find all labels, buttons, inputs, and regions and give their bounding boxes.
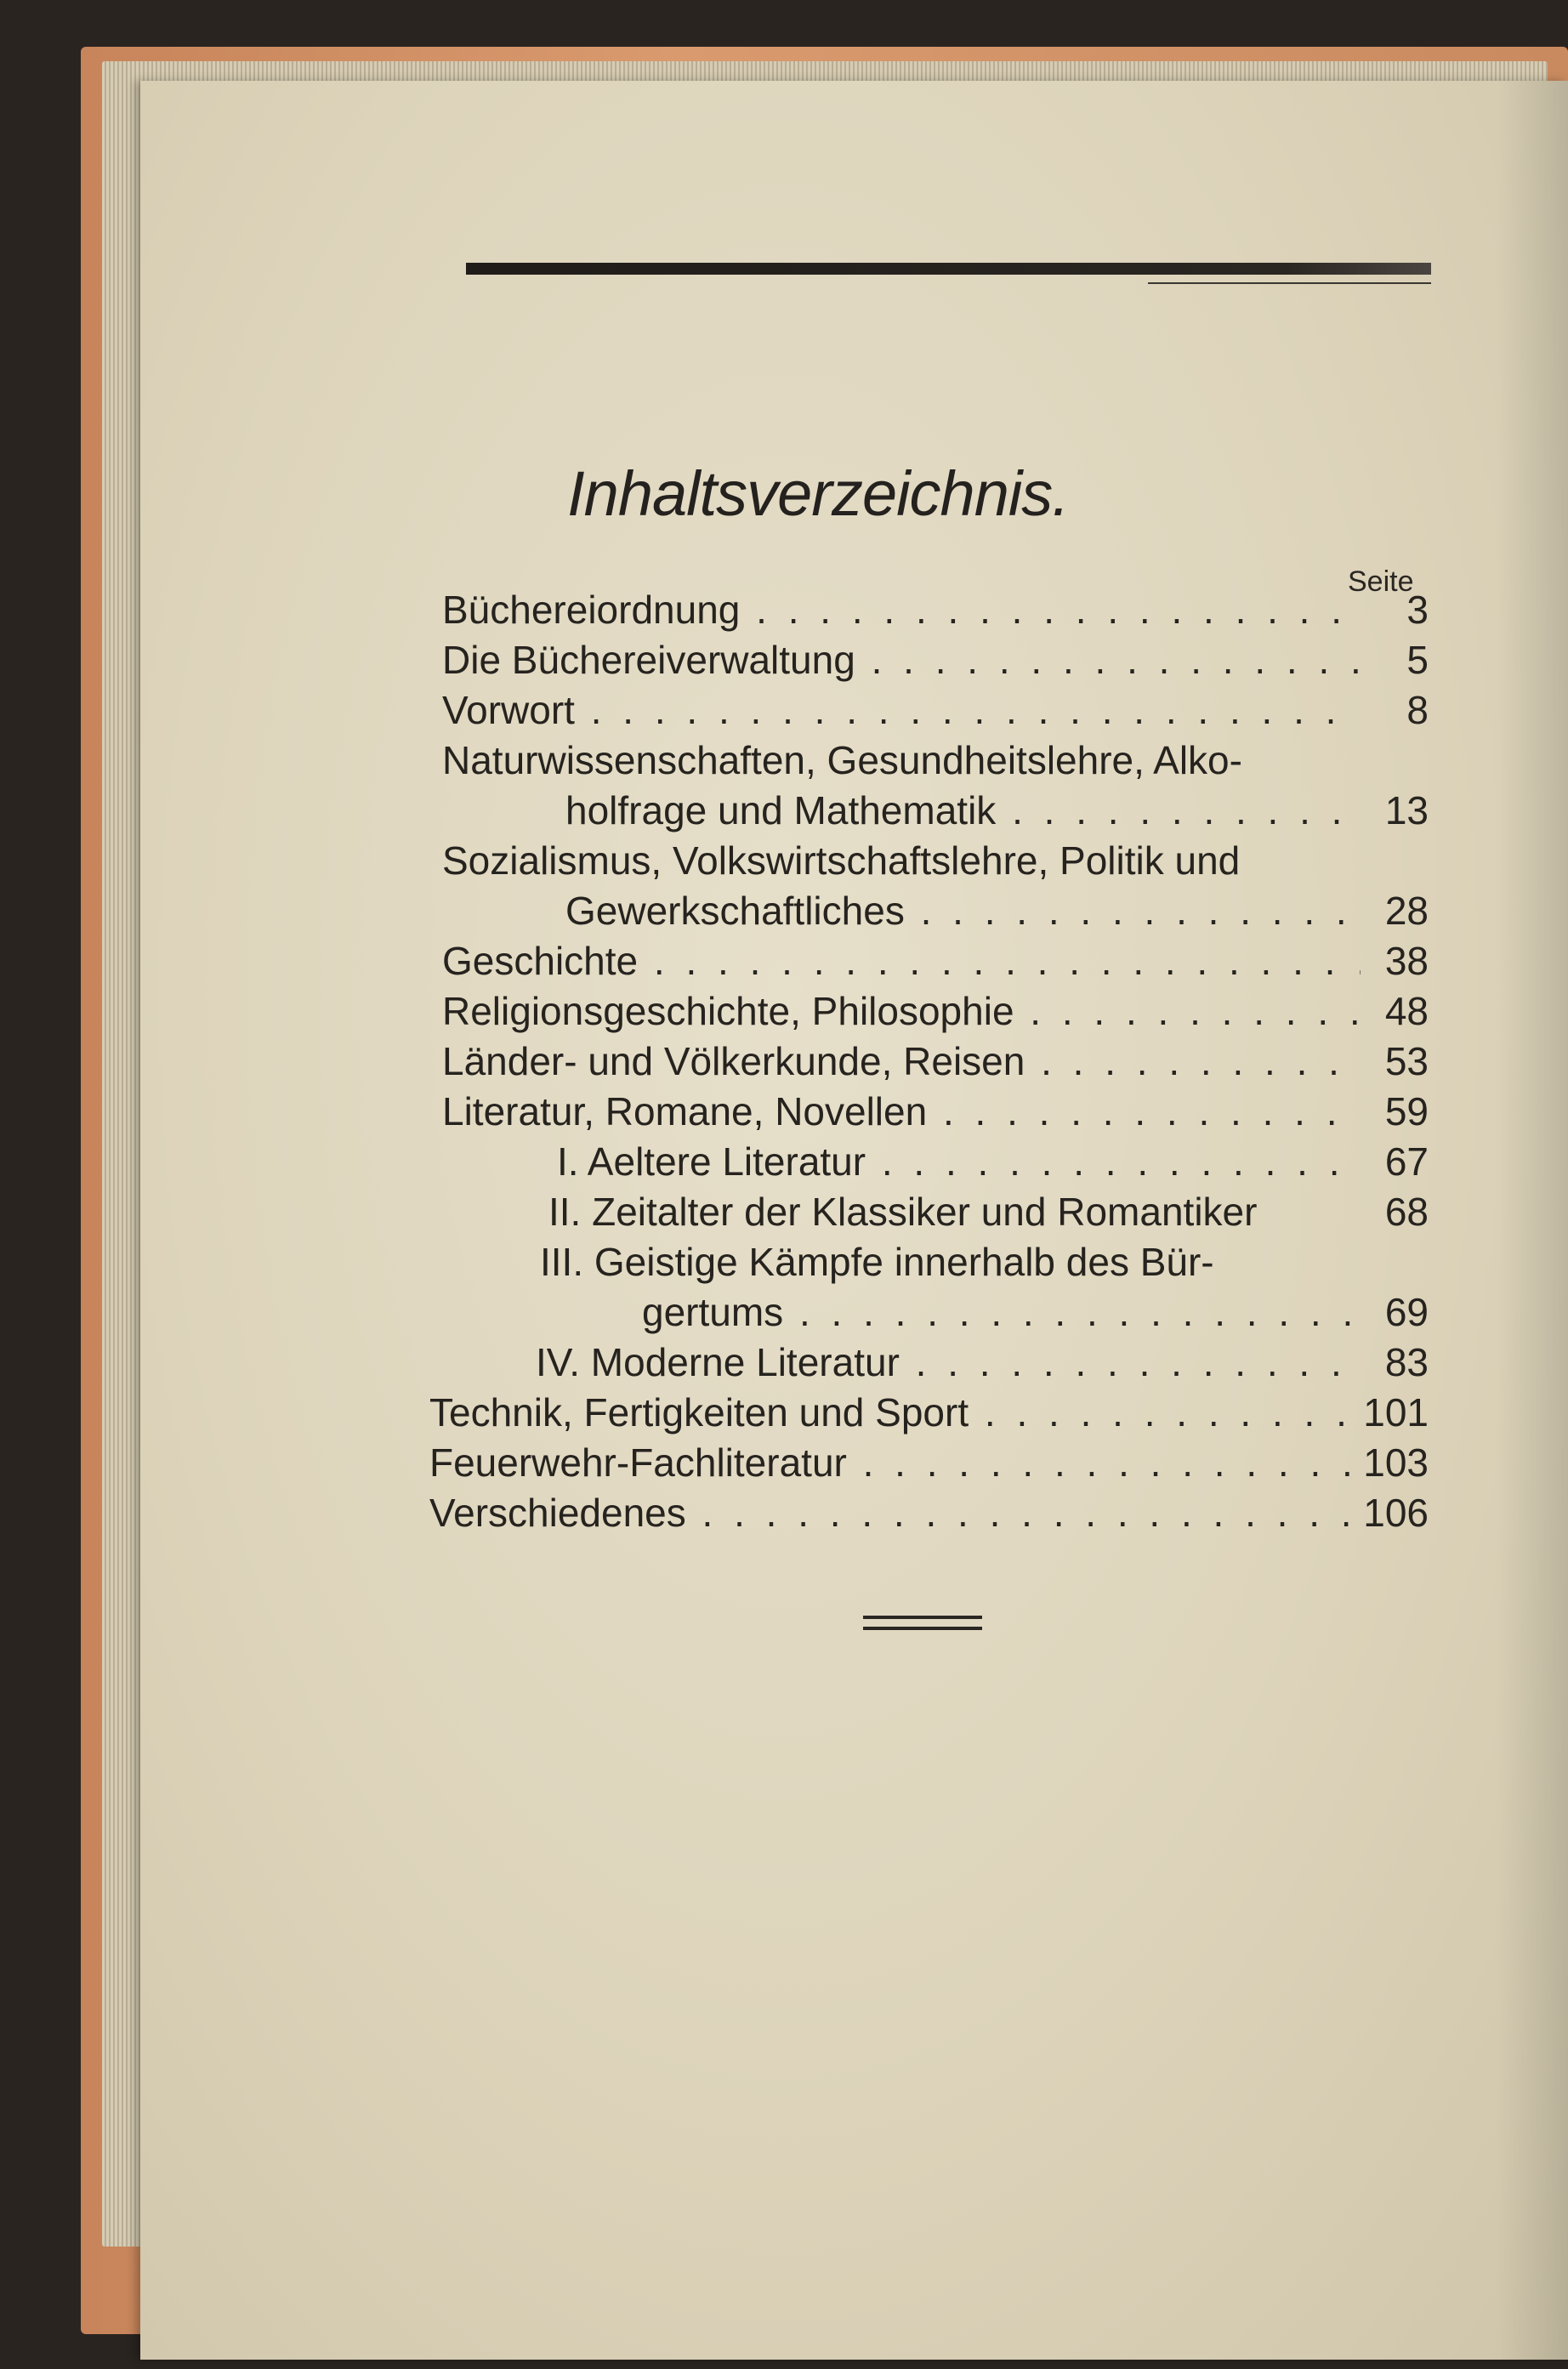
toc-entry xyxy=(442,1139,1429,1189)
page-column-header: Seite xyxy=(1348,565,1414,598)
toc-entry-title: Vorwort . . . xyxy=(442,687,1361,733)
toc-entry-title: holfrage und Mathematik . . . xyxy=(565,787,1361,833)
toc-entry-page: 59 xyxy=(1384,1089,1429,1133)
toc-entry xyxy=(442,988,1429,1038)
page-title: Inhaltsverzeichnis. xyxy=(567,458,1069,529)
toc-entry-title: Literatur, Romane, Novellen . . . xyxy=(442,1088,1361,1134)
toc-entry-title: gertums . . . xyxy=(642,1289,1361,1335)
toc-entry xyxy=(442,888,1429,938)
toc-entry xyxy=(442,1189,1429,1239)
toc-entry-title: Gewerkschaftliches . . . xyxy=(565,888,1361,934)
toc-entry xyxy=(442,938,1429,988)
toc-entry-title: Sozialismus, Volkswirtschaftslehre, Politik und xyxy=(442,838,1241,883)
toc-entry xyxy=(442,1088,1429,1139)
toc-entry xyxy=(442,838,1429,888)
toc-entry-page: 69 xyxy=(1384,1290,1429,1334)
toc-entry-title: Technik, Fertigkeiten und Sport . . . xyxy=(429,1389,1361,1435)
toc-entry xyxy=(429,1490,1429,1540)
toc-entry-title: IV. Moderne Literatur . . . xyxy=(536,1339,1361,1385)
top-rule-thin xyxy=(1148,282,1431,284)
toc-entry xyxy=(442,637,1429,687)
toc-entry-page: 8 xyxy=(1406,688,1429,732)
toc-entry xyxy=(442,1239,1429,1289)
toc-entry-title: Naturwissenschaften, Gesundheitslehre, Alko- xyxy=(442,738,1242,782)
toc-entry-page: 48 xyxy=(1384,989,1429,1033)
toc-entry-page: 103 xyxy=(1363,1440,1429,1485)
toc-entry-title: Geschichte . . . xyxy=(442,938,1361,984)
toc-entry-page: 13 xyxy=(1384,788,1429,832)
toc-entry-title: Die Büchereiverwaltung . . . xyxy=(442,637,1361,683)
toc-entry-title: Feuerwehr-Fachliteratur . . . xyxy=(429,1440,1361,1486)
table-of-contents xyxy=(429,587,1429,1540)
toc-entry-title: Religionsgeschichte, Philosophie . . . xyxy=(442,988,1361,1034)
toc-entry-page: 38 xyxy=(1384,939,1429,983)
toc-entry xyxy=(442,1038,1429,1088)
toc-entry-page: 67 xyxy=(1384,1139,1429,1184)
toc-entry xyxy=(429,1389,1429,1440)
toc-entry-page: 106 xyxy=(1363,1491,1429,1535)
top-rule xyxy=(466,263,1431,275)
toc-entry xyxy=(442,687,1429,737)
toc-entry-page: 53 xyxy=(1384,1039,1429,1083)
toc-entry-page: 83 xyxy=(1384,1340,1429,1384)
bottom-rule xyxy=(863,1616,982,1630)
toc-entry xyxy=(442,587,1429,637)
toc-entry-title: III. Geistige Kämpfe innerhalb des Bür- xyxy=(540,1240,1214,1284)
toc-entry-title: II. Zeitalter der Klassiker und Romantiker xyxy=(548,1190,1258,1234)
toc-entry-page: 5 xyxy=(1406,638,1429,682)
toc-entry xyxy=(442,737,1429,787)
toc-entry-title: I. Aeltere Literatur . . . xyxy=(557,1139,1361,1184)
toc-entry-page: 28 xyxy=(1384,889,1429,933)
toc-entry-page: 101 xyxy=(1363,1390,1429,1434)
spine-shadow xyxy=(1497,81,1568,2360)
toc-entry xyxy=(442,787,1429,838)
toc-entry xyxy=(442,1289,1429,1339)
toc-entry-page: 3 xyxy=(1406,588,1429,632)
toc-entry-title: Büchereiordnung . . . xyxy=(442,587,1361,633)
toc-entry-title: Verschiedenes . . . xyxy=(429,1490,1361,1536)
toc-entry-page: 68 xyxy=(1384,1190,1429,1234)
toc-entry xyxy=(442,1339,1429,1389)
toc-entry-title: Länder- und Völkerkunde, Reisen . . . xyxy=(442,1038,1361,1084)
toc-entry xyxy=(429,1440,1429,1490)
